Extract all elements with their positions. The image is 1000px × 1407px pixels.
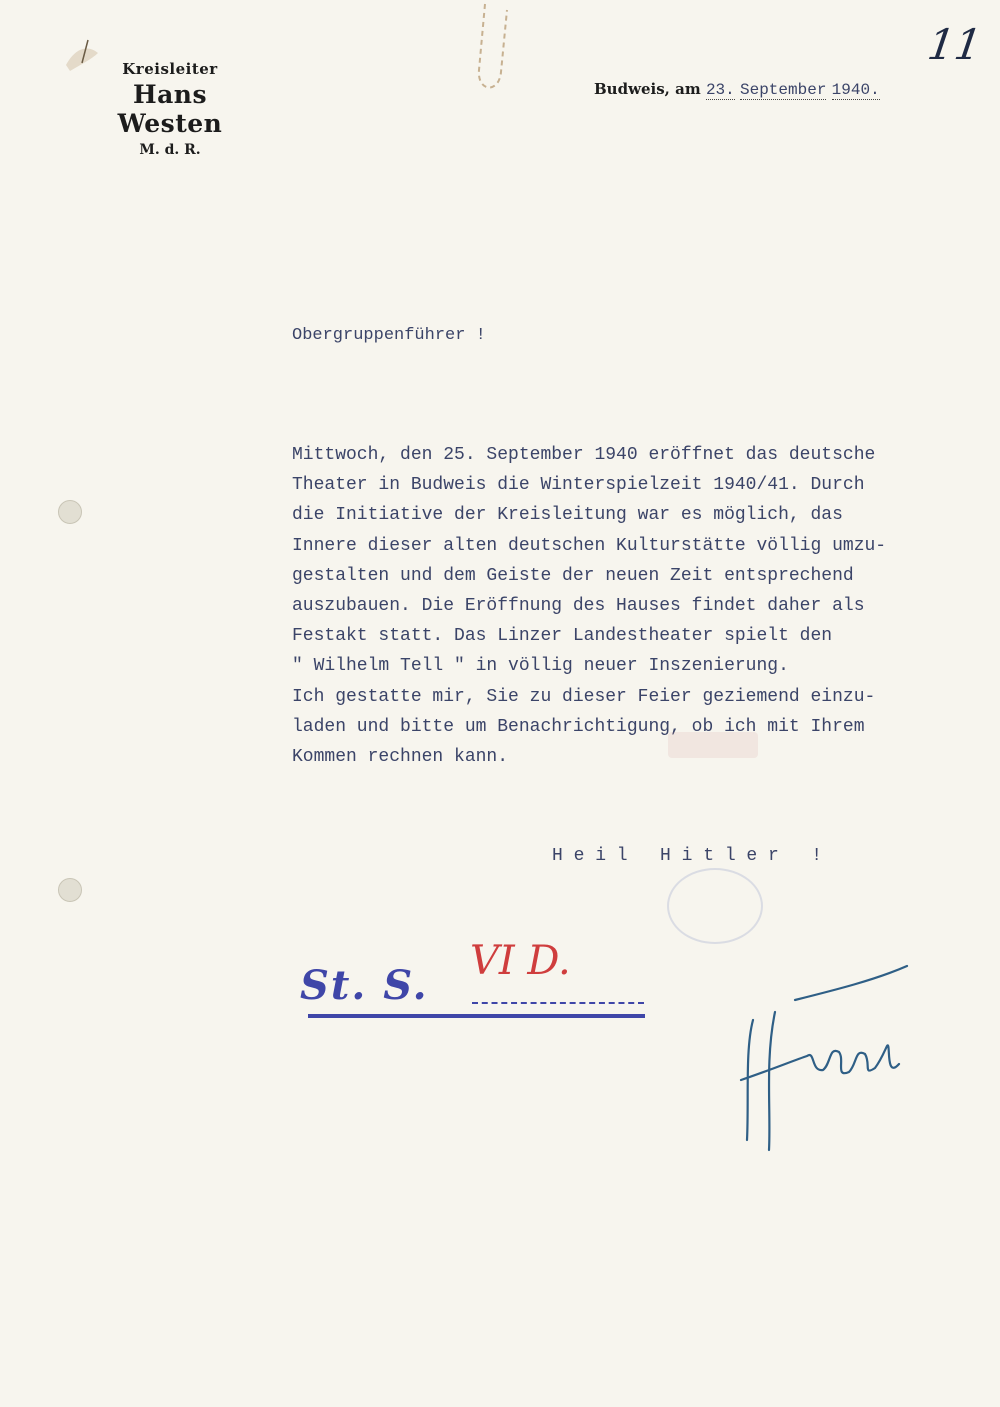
stamp-underline <box>308 1014 645 1018</box>
letterhead-suffix: M. d. R. <box>139 142 201 158</box>
body-line: Kommen rechnen kann. <box>292 747 509 768</box>
body-line: Innere dieser alten deutschen Kulturstätte völlig umzu- <box>292 535 887 556</box>
red-pencil-annotation: VI D. <box>470 938 571 984</box>
body-line: " Wilhelm Tell " in völlig neuer Inszenierung. <box>292 656 789 677</box>
handwritten-signature <box>735 960 915 1170</box>
body-line: Mittwoch, den 25. September 1940 eröffnet das deutsche <box>292 445 876 465</box>
body-line: gestalten und dem Geiste der neuen Zeit entsprechend <box>292 565 854 586</box>
body-line: auszubauen. Die Eröffnung des Hauses findet daher als <box>292 596 865 617</box>
faint-seal-stamp <box>667 868 763 944</box>
punch-hole-bottom <box>58 878 82 902</box>
punch-hole-top <box>58 500 82 524</box>
date-year: 1940. <box>831 81 880 99</box>
dateline <box>594 80 880 100</box>
closing: H e i l H i t l e r ! <box>552 846 823 866</box>
body-line: Theater in Budweis die Winterspielzeit 1940/41. Durch <box>292 475 865 496</box>
body-line: laden und bitte um Benachrichtigung, ob ich mit Ihrem <box>292 716 865 737</box>
letter-body <box>292 440 992 772</box>
body-line: die Initiative der Kreisleitung war es möglich, das <box>292 505 843 526</box>
stamp-dashed-rule <box>472 1000 644 1004</box>
body-line: Ich gestatte mir, Sie zu dieser Feier geziemend einzu- <box>292 686 876 707</box>
date-day: 23. <box>705 81 735 99</box>
date-month: September <box>740 81 827 99</box>
body-line: Festakt statt. Das Linzer Landestheater spielt den <box>292 626 833 647</box>
letterhead <box>100 60 240 158</box>
registry-stamp: St. S. <box>300 962 429 1009</box>
page-number: 11 <box>924 20 985 69</box>
paperclip-mark <box>465 0 515 100</box>
letterhead-name: Hans Westen <box>117 80 223 138</box>
letterhead-title: Kreisleiter <box>122 60 218 78</box>
salutation: Obergruppenführer ! <box>292 326 486 345</box>
date-place: Budweis, am <box>594 80 701 98</box>
faint-red-stamp <box>668 732 758 758</box>
